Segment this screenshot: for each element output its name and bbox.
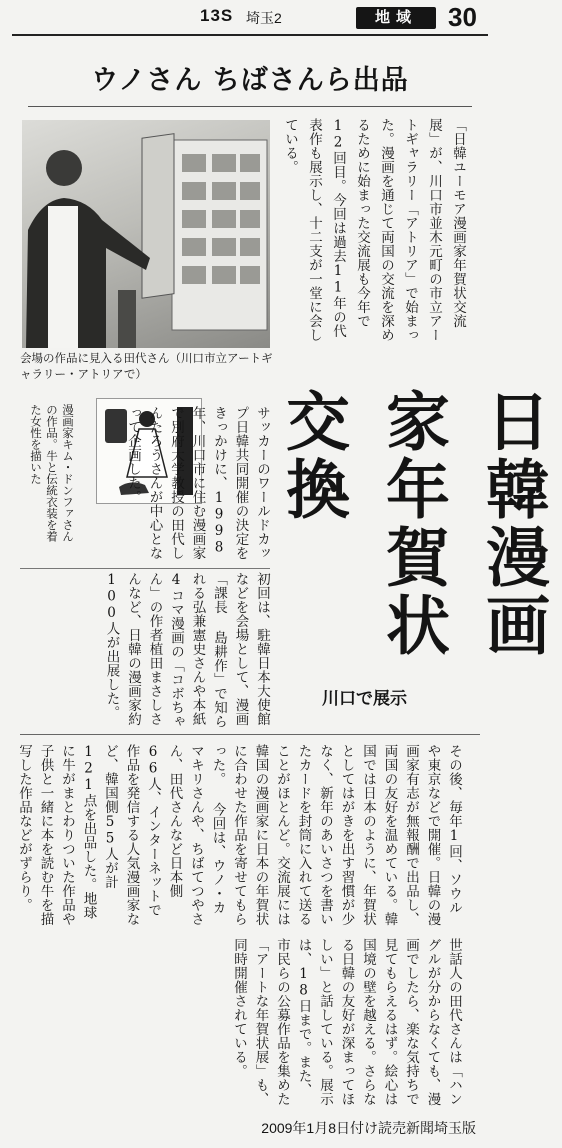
artwork-caption: 漫画家キム・ドンファさんの作品。牛と伝統衣装を着た女性を描いた [29, 404, 75, 542]
page-code: 13S [200, 6, 234, 25]
photo-illustration [22, 120, 270, 348]
photo-caption: 会場の作品に見入る田代さん（川口市立アートギャラリー・アトリアで） [20, 351, 273, 381]
article-paragraph-quote: 世話人の田代さんは「ハングルが分からなくても、漫画でしたら、楽な気持ちで見てもらえるはず。絵心は国境の壁を越える。さらなる日韓の友好が深まってほしい」と話している。展示は、18日まで。また、市民らの公募作品を集めた「アートな年賀状展」も、同時開催されている。 [231, 938, 462, 1106]
section-badge: 地域 [356, 7, 436, 29]
sub-headline: 川口で展示 [322, 689, 407, 709]
edition-label: 埼玉2 [246, 10, 282, 26]
header-rule [12, 34, 488, 36]
section-rule [20, 568, 270, 569]
article-intro: 「日韓ユーモア漫画家年賀状交流展」が、川口市並木元町の市立アートギャラリー「アトリア」で始まった。漫画を通じて両国の交流を深めるために始まった交流展も今年で12回目。今回は過去11年の代表作も展示し、十二支が一堂に会している。 [282, 118, 466, 342]
paragraph-current-text: 今回は、ウノ・カマキリさんや、ちばてつやさん、田代さんなど日本側66人、インターネットで作品を発信する人気漫画家など、韓国側55人が計121点を出品した。地球に牛がまとわりついた作品や子供と一緒に本を読む牛を描写した作品などがずらり。 [16, 744, 226, 926]
banner-rule [28, 106, 472, 107]
page-number: 30 [448, 2, 477, 32]
article-paragraph-first-exhibit: 初回は、駐韓日本大使館などを会場として、漫画「課長 島耕作」で知られる弘兼憲史さんや本紙4コマ漫画の「コボちゃん」の作者植田まさしさんなど、日韓の漫画家約100人が出展した。 [103, 572, 270, 729]
source-credit: 2009年1月8日付け読売新聞埼玉版 [261, 1120, 476, 1136]
article-photo [22, 120, 270, 348]
section-rule [20, 734, 480, 735]
main-headline: 日韓漫画家年賀状交換 [275, 388, 550, 660]
article-paragraph-history [13, 744, 465, 926]
paragraph-history-text: その後、毎年1回、ソウルや東京などで開催。日韓の漫画家有志が無報酬で出品し、両国の友好を温めている。韓国では日本のように、年賀状としてはがきを出す習慣が少なく、新年のあいさつを書いたカードを封筒に入れて送ることがほとんど。交流展には韓国の漫画家に日本の年賀状に合わせた作品を寄せてもらった。 [209, 744, 462, 926]
top-banner-headline: ウノさん ちばさんら出品 [91, 65, 409, 96]
article-paragraph-origin: サッカーのワールドカップ日韓共同開催の決定をきっかけに、1998年、川口市に住む漫画家で別府大学教授の田代しんたろうさんが中心となって企画した。 [125, 406, 270, 560]
